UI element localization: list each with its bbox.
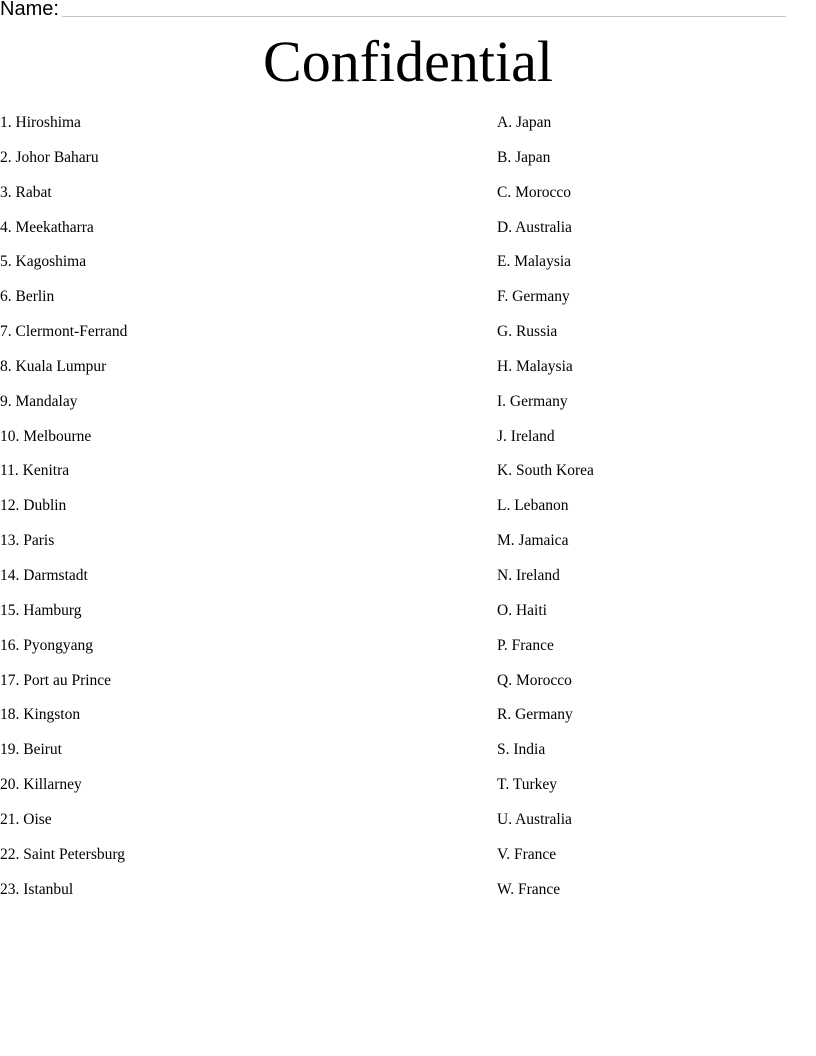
city-item: 20. Killarney	[0, 776, 82, 794]
country-item: K. South Korea	[497, 462, 594, 480]
country-item: C. Morocco	[497, 183, 572, 201]
country-item: R. Germany	[497, 706, 573, 724]
city-item: 15. Hamburg	[0, 601, 82, 619]
city-item: 11. Kenitra	[0, 462, 70, 480]
country-item: L. Lebanon	[497, 497, 569, 515]
city-item: 9. Mandalay	[0, 392, 78, 410]
country-item: G. Russia	[497, 323, 558, 341]
country-item: T. Turkey	[497, 776, 558, 794]
city-item: 13. Paris	[0, 532, 55, 550]
country-item: P. France	[497, 636, 554, 654]
country-item: V. France	[497, 845, 557, 863]
city-item: 7. Clermont-Ferrand	[0, 323, 128, 341]
city-item: 1. Hiroshima	[0, 114, 81, 131]
city-item: 12. Dublin	[0, 497, 67, 515]
city-item: 14. Darmstadt	[0, 566, 88, 584]
name-field-row	[0, 0, 790, 22]
city-item: 18. Kingston	[0, 706, 81, 724]
country-item: D. Australia	[497, 218, 572, 236]
cities-column	[0, 113, 440, 914]
country-item: J. Ireland	[497, 427, 555, 445]
city-item: 17. Port au Prince	[0, 671, 112, 689]
name-label: Name:	[0, 0, 59, 20]
city-item: 21. Oise	[0, 810, 52, 828]
city-item: 5. Kagoshima	[0, 253, 87, 271]
country-item: M. Jamaica	[497, 532, 569, 550]
country-item: E. Malaysia	[497, 253, 572, 271]
name-write-line[interactable]	[62, 16, 786, 17]
country-item: A. Japan	[497, 114, 552, 131]
city-item: 2. Johor Baharu	[0, 148, 99, 166]
country-item: S. India	[497, 741, 546, 759]
country-item: U. Australia	[497, 810, 572, 828]
city-item: 8. Kuala Lumpur	[0, 357, 107, 375]
country-item: I. Germany	[497, 392, 568, 410]
city-item: 3. Rabat	[0, 183, 52, 201]
city-item: 23. Istanbul	[0, 880, 74, 898]
country-item: N. Ireland	[497, 566, 560, 584]
city-item: 4. Meekatharra	[0, 218, 94, 236]
city-item: 22. Saint Petersburg	[0, 845, 125, 863]
city-item: 10. Melbourne	[0, 427, 92, 445]
city-item: 6. Berlin	[0, 288, 55, 306]
country-item: B. Japan	[497, 148, 551, 166]
country-item: W. France	[497, 880, 561, 898]
country-item: H. Malaysia	[497, 357, 573, 375]
page-title: Confidential	[263, 29, 553, 94]
country-item: O. Haiti	[497, 601, 547, 619]
country-item: Q. Morocco	[497, 671, 572, 689]
city-item: 16. Pyongyang	[0, 636, 93, 654]
country-item: F. Germany	[497, 288, 570, 306]
city-item: 19. Beirut	[0, 741, 62, 759]
countries-column	[497, 113, 797, 914]
